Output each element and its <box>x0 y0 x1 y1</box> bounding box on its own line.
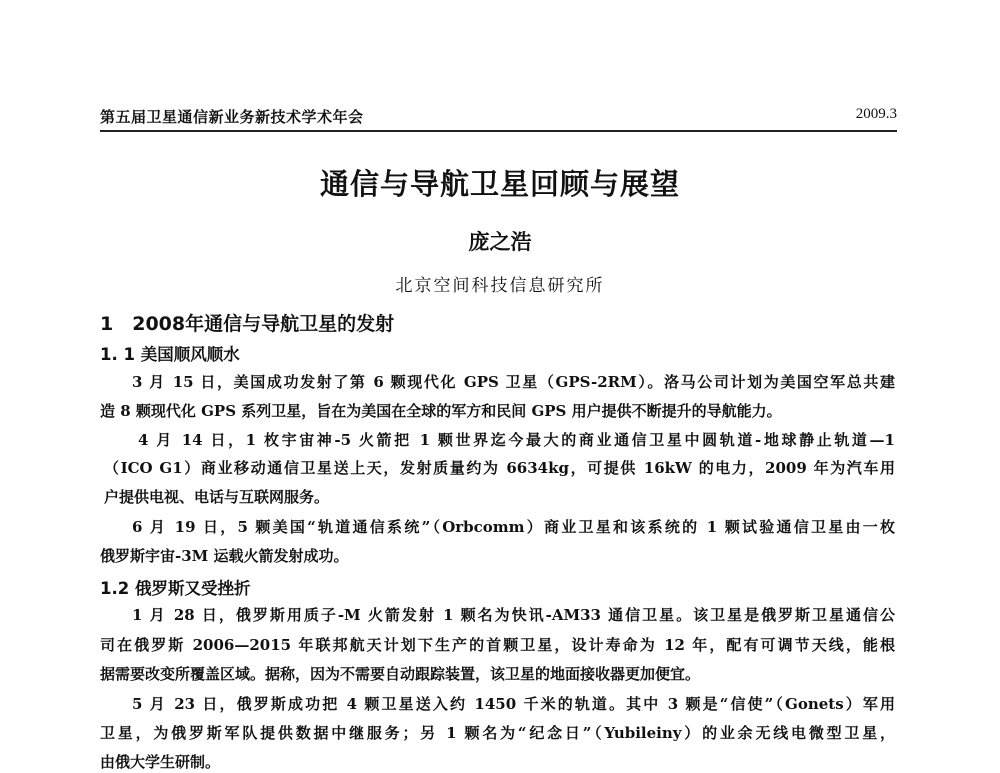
paragraph-line: 6 月 19 日，5 颗美国“轨道通信系统”（Orbcomm）商业卫星和该系统的 1 颗试验通信卫星由一枚 <box>132 518 895 536</box>
paragraph-line: 据需要改变所覆盖区域。据称，因为不需要自动跟踪装置，该卫星的地面接收器更加便宜。 <box>100 665 701 683</box>
section-heading: 1 2008年通信与导航卫星的发射 <box>100 313 395 335</box>
paragraph-line: 3 月 15 日，美国成功发射了第 6 颗现代化 GPS 卫星（GPS-2RM）。洛马公司计划为美国空军总共建 <box>132 373 895 391</box>
author: 庞之浩 <box>468 229 532 254</box>
paragraph-line: 1 月 28 日，俄罗斯用质子-M 火箭发射 1 颗名为快讯-AM33 通信卫星。该卫星是俄罗斯卫星通信公 <box>132 606 895 624</box>
header-date: 2009.3 <box>855 106 897 122</box>
subsection-heading: 1.2 俄罗斯又受挫折 <box>100 579 251 598</box>
paper-title: 通信与导航卫星回顾与展望 <box>319 167 680 201</box>
affiliation: 北京空间科技信息研究所 <box>395 276 605 296</box>
running-header <box>100 106 897 132</box>
conference-name: 第五届卫星通信新业务新技术学术年会 <box>100 108 364 126</box>
paragraph-line: 4 月 14 日，1 枚宇宙神-5 火箭把 1 颗世界迄今最大的商业通信卫星中圆轨道-地球静止轨道—1 <box>138 431 895 449</box>
paragraph-line: 卫星，为俄罗斯军队提供数据中继服务；另 1 颗名为“纪念日”（Yubileiny）的业余无线电微型卫星， <box>100 724 895 742</box>
subsection-heading: 1. 1 美国顺风顺水 <box>100 345 240 364</box>
paragraph-line: 造 8 颗现代化 GPS 系列卫星，旨在为美国在全球的军方和民间 GPS 用户提供不断提升的导航能力。 <box>100 402 782 420</box>
paragraph-line: 俄罗斯宇宙-3M 运载火箭发射成功。 <box>100 547 349 565</box>
paragraph-line: 由俄大学生研制。 <box>100 753 221 771</box>
paragraph-line: 司在俄罗斯 2006—2015 年联邦航天计划下生产的首颗卫星，设计寿命为 12 年，配有可调节天线，能根 <box>100 636 895 654</box>
paragraph-line: （ICO G1）商业移动通信卫星送上天，发射质量约为 6634kg，可提供 16kW 的电力，2009 年为汽车用 <box>104 459 895 477</box>
paragraph-line: 户提供电视、电话与互联网服务。 <box>104 488 330 506</box>
paragraph-line: 5 月 23 日，俄罗斯成功把 4 颗卫星送入约 1450 千米的轨道。其中 3 颗是“信使”（Gonets）军用 <box>132 695 895 713</box>
